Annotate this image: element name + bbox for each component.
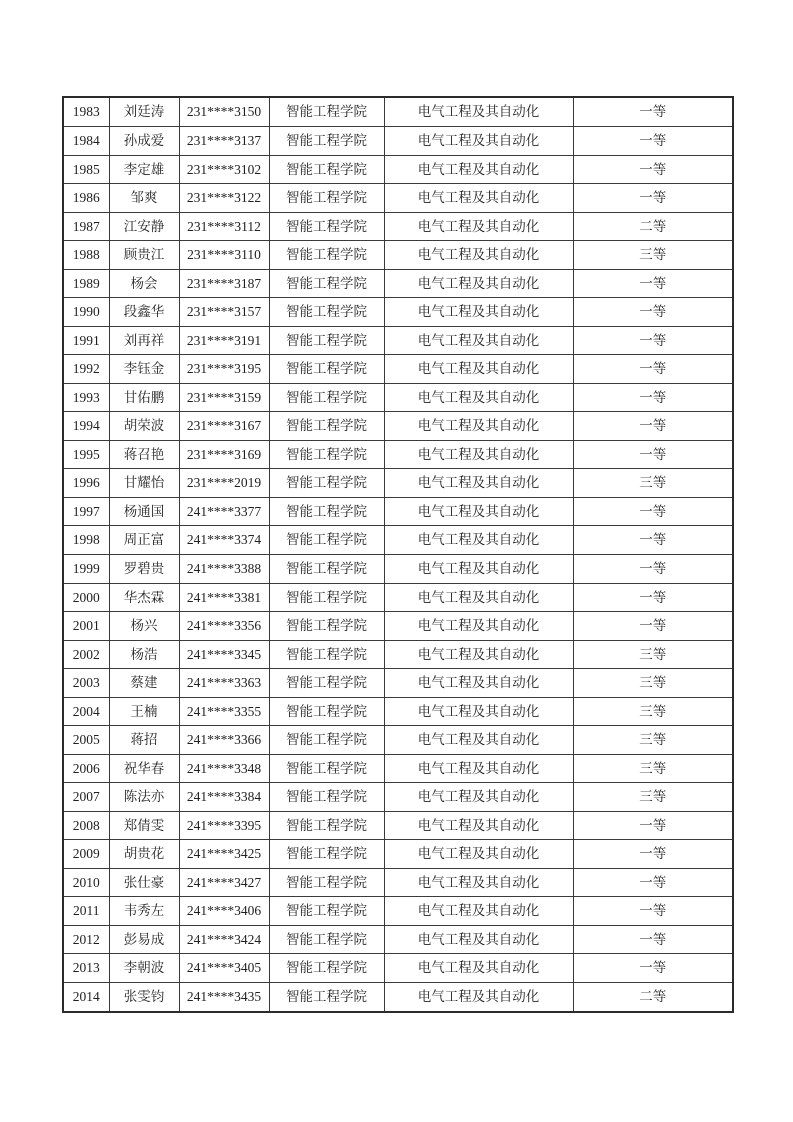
student-name-cell: 胡荣波: [109, 412, 179, 441]
major-cell: 电气工程及其自动化: [384, 469, 573, 498]
award-level-cell: 一等: [573, 97, 733, 127]
major-cell: 电气工程及其自动化: [384, 697, 573, 726]
student-id-cell: 241****3425: [179, 840, 269, 869]
major-cell: 电气工程及其自动化: [384, 925, 573, 954]
college-cell: 智能工程学院: [269, 697, 384, 726]
student-name-cell: 韦秀左: [109, 897, 179, 926]
major-cell: 电气工程及其自动化: [384, 640, 573, 669]
award-level-cell: 三等: [573, 754, 733, 783]
award-level-cell: 一等: [573, 326, 733, 355]
college-cell: 智能工程学院: [269, 497, 384, 526]
table-row: [63, 840, 733, 869]
college-cell: 智能工程学院: [269, 640, 384, 669]
award-level-cell: 一等: [573, 497, 733, 526]
award-level-cell: 二等: [573, 982, 733, 1012]
table-row: [63, 383, 733, 412]
table-row: [63, 269, 733, 298]
table-row: [63, 954, 733, 983]
serial-number-cell: 1992: [63, 355, 109, 384]
student-name-cell: 顾贵江: [109, 241, 179, 270]
serial-number-cell: 2013: [63, 954, 109, 983]
college-cell: 智能工程学院: [269, 97, 384, 127]
table-row: [63, 440, 733, 469]
serial-number-cell: 1993: [63, 383, 109, 412]
student-name-cell: 甘耀怡: [109, 469, 179, 498]
student-name-cell: 陈法亦: [109, 783, 179, 812]
table-row: [63, 669, 733, 698]
college-cell: 智能工程学院: [269, 925, 384, 954]
college-cell: 智能工程学院: [269, 298, 384, 327]
major-cell: 电气工程及其自动化: [384, 155, 573, 184]
table-row: [63, 326, 733, 355]
award-level-cell: 一等: [573, 526, 733, 555]
student-id-cell: 231****3150: [179, 97, 269, 127]
student-name-cell: 甘佑鹏: [109, 383, 179, 412]
student-id-cell: 231****3122: [179, 184, 269, 213]
major-cell: 电气工程及其自动化: [384, 554, 573, 583]
award-level-cell: 一等: [573, 298, 733, 327]
serial-number-cell: 2010: [63, 868, 109, 897]
serial-number-cell: 2007: [63, 783, 109, 812]
student-id-cell: 241****3366: [179, 726, 269, 755]
student-name-cell: 李钰金: [109, 355, 179, 384]
serial-number-cell: 2004: [63, 697, 109, 726]
major-cell: 电气工程及其自动化: [384, 583, 573, 612]
major-cell: 电气工程及其自动化: [384, 726, 573, 755]
award-level-cell: 一等: [573, 412, 733, 441]
student-name-cell: 杨通国: [109, 497, 179, 526]
student-id-cell: 241****3388: [179, 554, 269, 583]
college-cell: 智能工程学院: [269, 269, 384, 298]
serial-number-cell: 1989: [63, 269, 109, 298]
student-name-cell: 杨会: [109, 269, 179, 298]
serial-number-cell: 2001: [63, 612, 109, 641]
serial-number-cell: 1986: [63, 184, 109, 213]
table-row: [63, 754, 733, 783]
major-cell: 电气工程及其自动化: [384, 954, 573, 983]
table-row: [63, 241, 733, 270]
award-level-cell: 二等: [573, 212, 733, 241]
award-level-cell: 一等: [573, 868, 733, 897]
table-row: [63, 811, 733, 840]
student-name-cell: 王楠: [109, 697, 179, 726]
major-cell: 电气工程及其自动化: [384, 811, 573, 840]
student-id-cell: 241****3405: [179, 954, 269, 983]
student-id-cell: 231****3169: [179, 440, 269, 469]
award-level-cell: 一等: [573, 811, 733, 840]
serial-number-cell: 1987: [63, 212, 109, 241]
student-name-cell: 蔡建: [109, 669, 179, 698]
table-row: [63, 982, 733, 1012]
student-name-cell: 李朝波: [109, 954, 179, 983]
table-row: [63, 697, 733, 726]
student-name-cell: 郑倩雯: [109, 811, 179, 840]
award-level-cell: 一等: [573, 554, 733, 583]
student-name-cell: 祝华春: [109, 754, 179, 783]
major-cell: 电气工程及其自动化: [384, 326, 573, 355]
major-cell: 电气工程及其自动化: [384, 383, 573, 412]
award-level-cell: 一等: [573, 612, 733, 641]
award-level-cell: 一等: [573, 583, 733, 612]
student-id-cell: 241****3345: [179, 640, 269, 669]
college-cell: 智能工程学院: [269, 241, 384, 270]
major-cell: 电气工程及其自动化: [384, 97, 573, 127]
student-id-cell: 231****3112: [179, 212, 269, 241]
student-name-cell: 张雯钧: [109, 982, 179, 1012]
college-cell: 智能工程学院: [269, 954, 384, 983]
serial-number-cell: 1997: [63, 497, 109, 526]
student-id-cell: 231****2019: [179, 469, 269, 498]
major-cell: 电气工程及其自动化: [384, 868, 573, 897]
serial-number-cell: 2000: [63, 583, 109, 612]
major-cell: 电气工程及其自动化: [384, 497, 573, 526]
serial-number-cell: 1990: [63, 298, 109, 327]
major-cell: 电气工程及其自动化: [384, 612, 573, 641]
serial-number-cell: 1996: [63, 469, 109, 498]
major-cell: 电气工程及其自动化: [384, 412, 573, 441]
student-id-cell: 241****3377: [179, 497, 269, 526]
college-cell: 智能工程学院: [269, 412, 384, 441]
award-level-cell: 一等: [573, 897, 733, 926]
college-cell: 智能工程学院: [269, 554, 384, 583]
award-level-cell: 一等: [573, 840, 733, 869]
college-cell: 智能工程学院: [269, 383, 384, 412]
table-row: [63, 298, 733, 327]
student-id-cell: 231****3110: [179, 241, 269, 270]
student-name-cell: 蒋招: [109, 726, 179, 755]
table-row: [63, 726, 733, 755]
college-cell: 智能工程学院: [269, 897, 384, 926]
major-cell: 电气工程及其自动化: [384, 355, 573, 384]
award-level-cell: 一等: [573, 269, 733, 298]
college-cell: 智能工程学院: [269, 783, 384, 812]
award-table-body: [63, 97, 733, 1012]
student-id-cell: 241****3406: [179, 897, 269, 926]
college-cell: 智能工程学院: [269, 469, 384, 498]
student-name-cell: 李定雄: [109, 155, 179, 184]
serial-number-cell: 1999: [63, 554, 109, 583]
student-id-cell: 241****3427: [179, 868, 269, 897]
table-row: [63, 212, 733, 241]
award-level-cell: 三等: [573, 469, 733, 498]
student-name-cell: 杨浩: [109, 640, 179, 669]
table-row: [63, 526, 733, 555]
major-cell: 电气工程及其自动化: [384, 754, 573, 783]
college-cell: 智能工程学院: [269, 868, 384, 897]
major-cell: 电气工程及其自动化: [384, 783, 573, 812]
student-name-cell: 彭易成: [109, 925, 179, 954]
student-name-cell: 张仕豪: [109, 868, 179, 897]
table-row: [63, 469, 733, 498]
college-cell: 智能工程学院: [269, 840, 384, 869]
table-row: [63, 640, 733, 669]
major-cell: 电气工程及其自动化: [384, 982, 573, 1012]
award-level-cell: 三等: [573, 783, 733, 812]
award-level-cell: 一等: [573, 184, 733, 213]
student-name-cell: 刘再祥: [109, 326, 179, 355]
student-id-cell: 231****3191: [179, 326, 269, 355]
serial-number-cell: 1984: [63, 127, 109, 156]
table-row: [63, 155, 733, 184]
table-row: [63, 497, 733, 526]
award-level-cell: 三等: [573, 697, 733, 726]
award-level-cell: 一等: [573, 127, 733, 156]
serial-number-cell: 2009: [63, 840, 109, 869]
major-cell: 电气工程及其自动化: [384, 127, 573, 156]
serial-number-cell: 2006: [63, 754, 109, 783]
college-cell: 智能工程学院: [269, 726, 384, 755]
major-cell: 电气工程及其自动化: [384, 241, 573, 270]
serial-number-cell: 2002: [63, 640, 109, 669]
college-cell: 智能工程学院: [269, 669, 384, 698]
student-id-cell: 241****3384: [179, 783, 269, 812]
student-name-cell: 江安静: [109, 212, 179, 241]
student-name-cell: 杨兴: [109, 612, 179, 641]
college-cell: 智能工程学院: [269, 184, 384, 213]
table-row: [63, 612, 733, 641]
student-name-cell: 罗碧贵: [109, 554, 179, 583]
award-level-cell: 一等: [573, 155, 733, 184]
serial-number-cell: 2014: [63, 982, 109, 1012]
college-cell: 智能工程学院: [269, 982, 384, 1012]
student-id-cell: 231****3102: [179, 155, 269, 184]
serial-number-cell: 1995: [63, 440, 109, 469]
table-row: [63, 925, 733, 954]
college-cell: 智能工程学院: [269, 212, 384, 241]
major-cell: 电气工程及其自动化: [384, 526, 573, 555]
table-row: [63, 184, 733, 213]
college-cell: 智能工程学院: [269, 127, 384, 156]
award-level-cell: 一等: [573, 440, 733, 469]
serial-number-cell: 1994: [63, 412, 109, 441]
student-id-cell: 241****3348: [179, 754, 269, 783]
major-cell: 电气工程及其自动化: [384, 269, 573, 298]
student-id-cell: 241****3374: [179, 526, 269, 555]
award-level-cell: 三等: [573, 726, 733, 755]
student-id-cell: 231****3195: [179, 355, 269, 384]
student-name-cell: 邹爽: [109, 184, 179, 213]
student-id-cell: 241****3356: [179, 612, 269, 641]
college-cell: 智能工程学院: [269, 440, 384, 469]
college-cell: 智能工程学院: [269, 326, 384, 355]
student-id-cell: 231****3187: [179, 269, 269, 298]
table-row: [63, 783, 733, 812]
table-row: [63, 897, 733, 926]
college-cell: 智能工程学院: [269, 583, 384, 612]
student-name-cell: 刘廷涛: [109, 97, 179, 127]
table-row: [63, 355, 733, 384]
college-cell: 智能工程学院: [269, 355, 384, 384]
student-name-cell: 段鑫华: [109, 298, 179, 327]
student-id-cell: 241****3435: [179, 982, 269, 1012]
student-name-cell: 胡贵花: [109, 840, 179, 869]
student-name-cell: 蒋召艳: [109, 440, 179, 469]
student-name-cell: 周正富: [109, 526, 179, 555]
table-row: [63, 412, 733, 441]
student-id-cell: 241****3381: [179, 583, 269, 612]
table-row: [63, 97, 733, 127]
serial-number-cell: 1985: [63, 155, 109, 184]
table-row: [63, 583, 733, 612]
student-id-cell: 241****3395: [179, 811, 269, 840]
major-cell: 电气工程及其自动化: [384, 212, 573, 241]
college-cell: 智能工程学院: [269, 526, 384, 555]
serial-number-cell: 1991: [63, 326, 109, 355]
serial-number-cell: 1998: [63, 526, 109, 555]
table-row: [63, 554, 733, 583]
serial-number-cell: 2008: [63, 811, 109, 840]
serial-number-cell: 1983: [63, 97, 109, 127]
major-cell: 电气工程及其自动化: [384, 840, 573, 869]
college-cell: 智能工程学院: [269, 155, 384, 184]
student-id-cell: 231****3157: [179, 298, 269, 327]
award-level-cell: 三等: [573, 669, 733, 698]
student-id-cell: 231****3137: [179, 127, 269, 156]
serial-number-cell: 2003: [63, 669, 109, 698]
student-id-cell: 241****3424: [179, 925, 269, 954]
award-level-cell: 三等: [573, 241, 733, 270]
college-cell: 智能工程学院: [269, 612, 384, 641]
student-name-cell: 孙成爱: [109, 127, 179, 156]
award-level-cell: 一等: [573, 954, 733, 983]
table-row: [63, 868, 733, 897]
table-row: [63, 127, 733, 156]
student-id-cell: 231****3159: [179, 383, 269, 412]
serial-number-cell: 2011: [63, 897, 109, 926]
major-cell: 电气工程及其自动化: [384, 184, 573, 213]
student-id-cell: 241****3363: [179, 669, 269, 698]
college-cell: 智能工程学院: [269, 811, 384, 840]
award-level-cell: 三等: [573, 640, 733, 669]
student-name-cell: 华杰霖: [109, 583, 179, 612]
major-cell: 电气工程及其自动化: [384, 669, 573, 698]
award-level-cell: 一等: [573, 925, 733, 954]
student-id-cell: 231****3167: [179, 412, 269, 441]
award-level-cell: 一等: [573, 383, 733, 412]
serial-number-cell: 1988: [63, 241, 109, 270]
college-cell: 智能工程学院: [269, 754, 384, 783]
major-cell: 电气工程及其自动化: [384, 298, 573, 327]
award-table: [62, 96, 734, 1013]
award-level-cell: 一等: [573, 355, 733, 384]
serial-number-cell: 2012: [63, 925, 109, 954]
major-cell: 电气工程及其自动化: [384, 440, 573, 469]
major-cell: 电气工程及其自动化: [384, 897, 573, 926]
student-id-cell: 241****3355: [179, 697, 269, 726]
serial-number-cell: 2005: [63, 726, 109, 755]
